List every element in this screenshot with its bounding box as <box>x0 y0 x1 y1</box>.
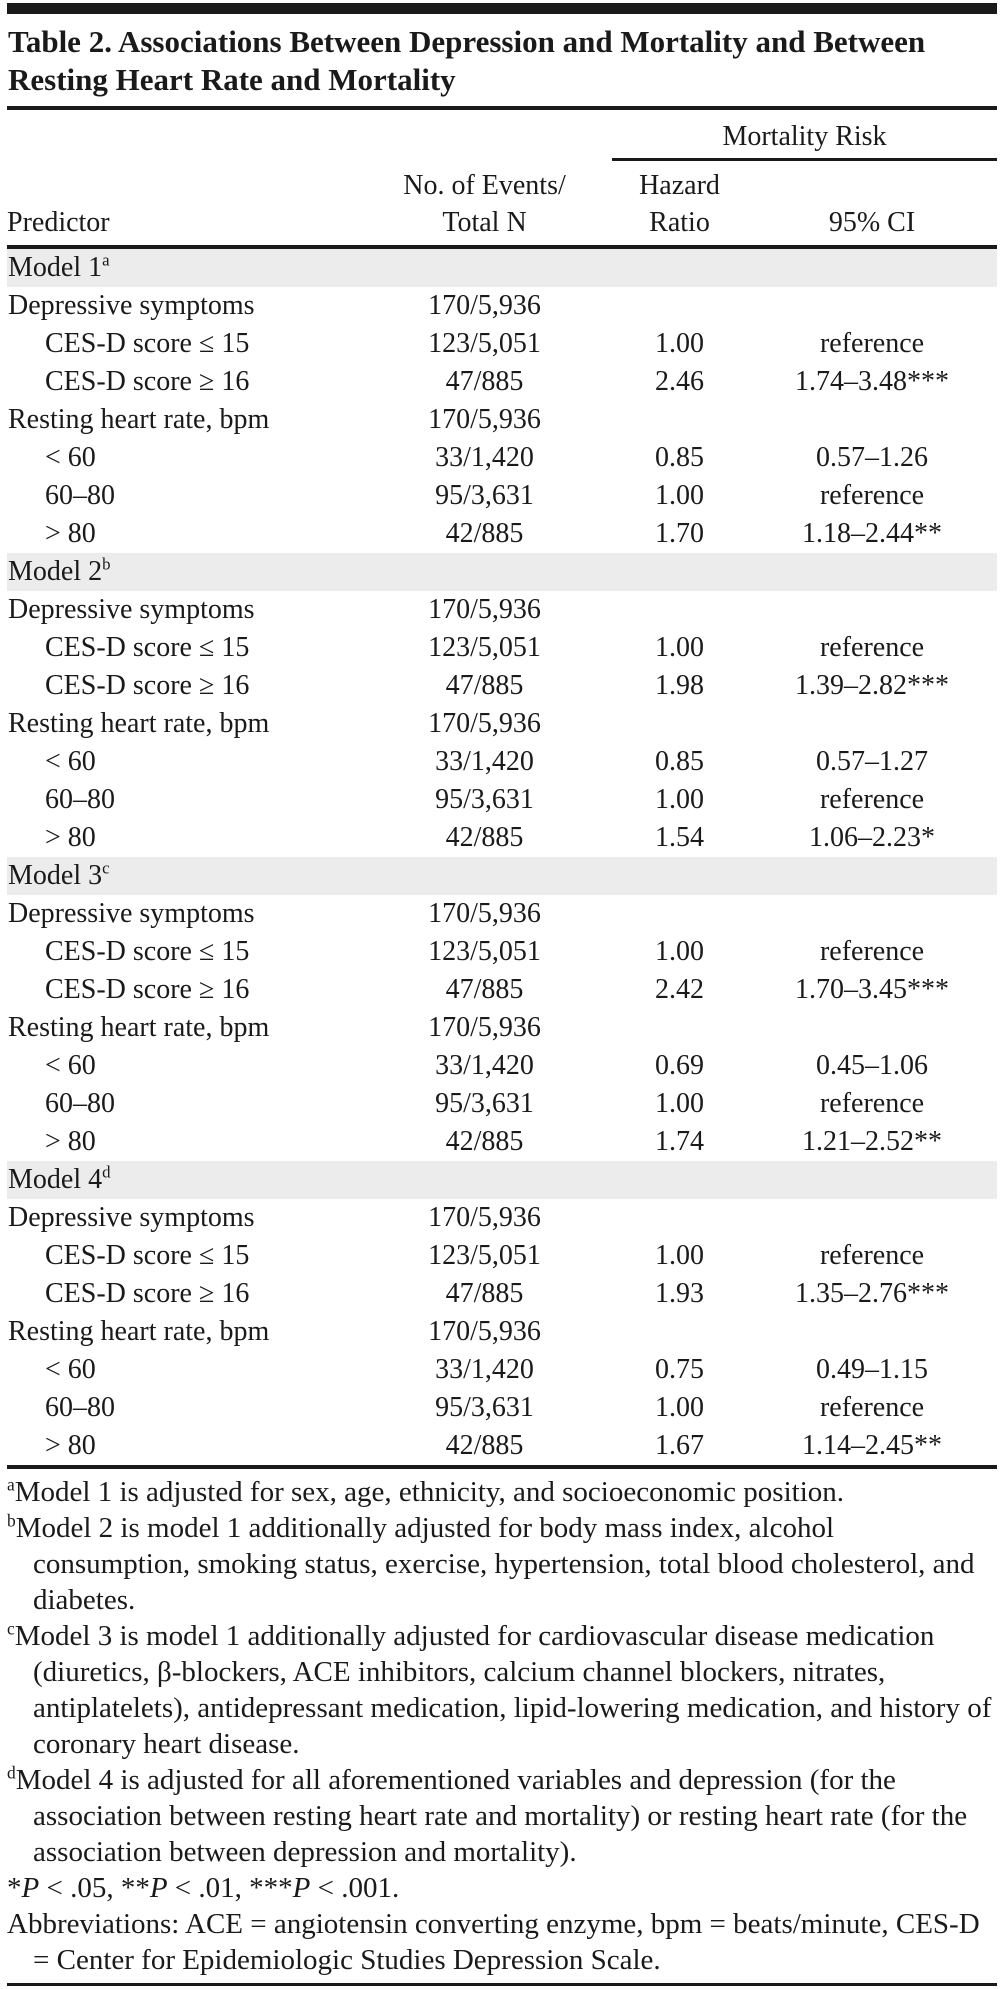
predictor-cell: Depressive symptoms <box>8 1202 255 1233</box>
ci-cell: 1.14–2.45** <box>802 1430 942 1461</box>
ci-cell: reference <box>819 480 925 511</box>
table-row <box>7 1351 997 1389</box>
table-row <box>7 781 997 819</box>
table-row <box>7 1427 997 1465</box>
events-cell: 33/1,420 <box>435 746 534 777</box>
ci-cell: reference <box>819 1240 925 1271</box>
ci-cell: reference <box>819 1392 925 1423</box>
hazard-ratio-cell: 1.00 <box>655 328 704 359</box>
footnote-marker: b <box>102 554 111 574</box>
model-label: Model 2$^b$ <box>7 553 997 591</box>
predictor-cell: Resting heart rate, bpm <box>8 1316 270 1347</box>
hazard-ratio-cell: 1.93 <box>655 1278 704 1309</box>
table-row <box>7 895 997 933</box>
events-cell: 33/1,420 <box>435 442 534 473</box>
table-row <box>7 325 997 363</box>
ci-cell <box>747 895 997 933</box>
ci-cell <box>747 705 997 743</box>
events-cell: 170/5,936 <box>428 290 541 321</box>
hazard-ratio-cell <box>612 591 747 629</box>
col-header-events-line1: No. of Events/ <box>403 170 566 201</box>
model-label: Model 4$^d$ <box>7 1161 997 1199</box>
ci-cell: 1.21–2.52** <box>802 1126 942 1157</box>
footnotes <box>7 1465 997 1978</box>
predictor-cell: 60–80 <box>45 480 115 511</box>
events-cell: 123/5,051 <box>428 1240 541 1271</box>
table-row <box>7 1389 997 1427</box>
events-cell: 33/1,420 <box>435 1354 534 1385</box>
col-header-hr-line1: Hazard <box>639 170 720 201</box>
predictor-cell: < 60 <box>45 1050 96 1081</box>
ci-cell: 0.45–1.06 <box>816 1050 928 1081</box>
ci-cell: 1.70–3.45*** <box>795 974 949 1005</box>
model-section-row <box>7 553 997 591</box>
ci-cell: 0.57–1.27 <box>816 746 928 777</box>
table-row <box>7 1047 997 1085</box>
table-row <box>7 363 997 401</box>
ci-cell: reference <box>819 1088 925 1119</box>
table-row <box>7 933 997 971</box>
events-cell: 123/5,051 <box>428 632 541 663</box>
ci-cell: reference <box>819 784 925 815</box>
predictor-cell: Resting heart rate, bpm <box>8 1012 270 1043</box>
predictor-cell: 60–80 <box>45 1392 115 1423</box>
events-cell: 123/5,051 <box>428 936 541 967</box>
events-cell: 47/885 <box>445 366 524 397</box>
table-row <box>7 477 997 515</box>
table-row <box>7 705 997 743</box>
predictor-cell: CES-D score ≥ 16 <box>45 670 250 701</box>
predictor-cell: Resting heart rate, bpm <box>8 404 270 435</box>
model-section-row <box>7 857 997 895</box>
footnote-marker: a <box>7 1474 15 1495</box>
predictor-cell: > 80 <box>45 518 96 549</box>
hazard-ratio-cell: 2.42 <box>655 974 704 1005</box>
ci-cell: 0.57–1.26 <box>816 442 928 473</box>
predictor-cell: Depressive symptoms <box>8 594 255 625</box>
spanner-row <box>7 110 997 160</box>
ci-cell: 1.06–2.23* <box>809 822 935 853</box>
table-row <box>7 439 997 477</box>
hazard-ratio-cell: 1.00 <box>655 1088 704 1119</box>
events-cell: 42/885 <box>445 1430 524 1461</box>
hazard-ratio-cell <box>612 1009 747 1047</box>
hazard-ratio-cell: 1.70 <box>655 518 704 549</box>
events-cell: 42/885 <box>445 1126 524 1157</box>
hazard-ratio-cell: 1.00 <box>655 784 704 815</box>
hazard-ratio-cell: 0.85 <box>655 442 704 473</box>
hazard-ratio-cell: 1.00 <box>655 1392 704 1423</box>
hazard-ratio-cell <box>612 1313 747 1351</box>
predictor-cell: Resting heart rate, bpm <box>8 708 270 739</box>
hazard-ratio-cell <box>612 895 747 933</box>
predictor-cell: 60–80 <box>45 1088 115 1119</box>
predictor-cell: < 60 <box>45 746 96 777</box>
significance-note: *P < .05, **P < .01, ***P < .001. <box>7 1872 400 1904</box>
table-row <box>7 401 997 439</box>
top-rule <box>7 3 997 14</box>
col-header-events-line2: Total N <box>442 207 527 238</box>
table-row <box>7 515 997 553</box>
events-cell: 95/3,631 <box>435 1088 534 1119</box>
hazard-ratio-cell: 0.69 <box>655 1050 704 1081</box>
table-body <box>7 247 997 1465</box>
hazard-ratio-cell: 2.46 <box>655 366 704 397</box>
column-header-row <box>7 160 997 248</box>
table-row <box>7 1085 997 1123</box>
hazard-ratio-cell: 1.00 <box>655 480 704 511</box>
footnote-marker: a <box>102 250 110 270</box>
events-cell: 95/3,631 <box>435 1392 534 1423</box>
hazard-ratio-cell: 1.54 <box>655 822 704 853</box>
ci-cell: 1.35–2.76*** <box>795 1278 949 1309</box>
events-cell: 170/5,936 <box>428 594 541 625</box>
ci-cell: reference <box>819 632 925 663</box>
ci-cell <box>747 1199 997 1237</box>
model-section-row <box>7 247 997 287</box>
table-row <box>7 629 997 667</box>
hazard-ratio-cell <box>612 1199 747 1237</box>
table-row <box>7 1009 997 1047</box>
hazard-ratio-cell: 1.98 <box>655 670 704 701</box>
events-cell: 170/5,936 <box>428 404 541 435</box>
ci-cell <box>747 401 997 439</box>
table-title: Table 2. Associations Between Depression and Mortality and Between Resting Heart Rate and Mortality <box>8 24 926 97</box>
hazard-ratio-cell <box>612 287 747 325</box>
hazard-ratio-cell: 1.00 <box>655 632 704 663</box>
col-header-ci: 95% CI <box>747 160 997 248</box>
events-cell: 170/5,936 <box>428 898 541 929</box>
spanner-empty-cell <box>7 110 612 160</box>
predictor-cell: CES-D score ≥ 16 <box>45 1278 250 1309</box>
ci-cell: reference <box>819 936 925 967</box>
predictor-cell: CES-D score ≥ 16 <box>45 974 250 1005</box>
events-cell: 170/5,936 <box>428 1316 541 1347</box>
events-cell: 170/5,936 <box>428 1012 541 1043</box>
table-row <box>7 1199 997 1237</box>
hazard-ratio-cell: 1.74 <box>655 1126 704 1157</box>
table-header <box>7 110 997 247</box>
hazard-ratio-cell: 1.00 <box>655 1240 704 1271</box>
events-cell: 42/885 <box>445 518 524 549</box>
predictor-cell: CES-D score ≤ 15 <box>45 328 250 359</box>
table-row <box>7 667 997 705</box>
paper-page <box>0 3 1004 1986</box>
ci-cell <box>747 591 997 629</box>
table-row <box>7 1237 997 1275</box>
results-table <box>7 110 997 1465</box>
hazard-ratio-cell: 0.75 <box>655 1354 704 1385</box>
footnote-marker: c <box>7 1618 15 1639</box>
predictor-cell: CES-D score ≤ 15 <box>45 936 250 967</box>
hazard-ratio-cell <box>612 401 747 439</box>
abbreviations-note: Abbreviations: ACE = angiotensin converting enzyme, bpm = beats/minute, CES-D = Center for Epidemiologic Studies Depression Scale. <box>7 1908 980 1976</box>
col-header-hazard-ratio <box>612 160 747 248</box>
model-section-row <box>7 1161 997 1199</box>
footnote: $^c$Model 3 is model 1 additionally adjusted for cardiovascular disease medication (diuretics, β-blockers, ACE inhibitors, calcium channel blockers, nitrates, antiplatelets), antidepressant medication, lipid-lowering medication, and history of coronary heart disease. <box>7 1618 992 1760</box>
col-header-hr-line2: Ratio <box>649 207 710 238</box>
table-row <box>7 1275 997 1313</box>
ci-cell: 1.39–2.82*** <box>795 670 949 701</box>
predictor-cell: CES-D score ≤ 15 <box>45 1240 250 1271</box>
events-cell: 47/885 <box>445 974 524 1005</box>
ci-cell <box>747 287 997 325</box>
hazard-ratio-cell <box>612 705 747 743</box>
footnote-marker: c <box>102 858 110 878</box>
hazard-ratio-cell: 0.85 <box>655 746 704 777</box>
events-cell: 47/885 <box>445 670 524 701</box>
predictor-cell: < 60 <box>45 442 96 473</box>
predictor-cell: CES-D score ≥ 16 <box>45 366 250 397</box>
model-label: Model 1$^a$ <box>7 247 997 287</box>
ci-cell: reference <box>819 328 925 359</box>
footnote: $^d$Model 4 is adjusted for all aforementioned variables and depression (for the association between resting heart rate and mortality) or resting heart rate (for the association between depression and mortality). <box>7 1762 968 1868</box>
hazard-ratio-cell: 1.67 <box>655 1430 704 1461</box>
ci-cell <box>747 1009 997 1047</box>
col-header-events <box>357 160 612 248</box>
events-cell: 95/3,631 <box>435 784 534 815</box>
events-cell: 95/3,631 <box>435 480 534 511</box>
events-cell: 42/885 <box>445 822 524 853</box>
hazard-ratio-cell: 1.00 <box>655 936 704 967</box>
predictor-cell: 60–80 <box>45 784 115 815</box>
table-row <box>7 819 997 857</box>
table-row <box>7 591 997 629</box>
footnote: $^a$Model 1 is adjusted for sex, age, ethnicity, and socioeconomic position. <box>7 1474 845 1508</box>
events-cell: 170/5,936 <box>428 708 541 739</box>
table-row <box>7 743 997 781</box>
predictor-cell: Depressive symptoms <box>8 898 255 929</box>
footnote: $^b$Model 2 is model 1 additionally adjusted for body mass index, alcohol consumption, smoking status, exercise, hypertension, total blood cholesterol, and diabetes. <box>7 1510 975 1616</box>
events-cell: 170/5,936 <box>428 1202 541 1233</box>
events-cell: 33/1,420 <box>435 1050 534 1081</box>
table-row <box>7 1123 997 1161</box>
ci-cell <box>747 1313 997 1351</box>
footnote-marker: d <box>102 1162 111 1182</box>
predictor-cell: CES-D score ≤ 15 <box>45 632 250 663</box>
predictor-cell: > 80 <box>45 822 96 853</box>
predictor-cell: > 80 <box>45 1126 96 1157</box>
table-row <box>7 287 997 325</box>
table-row <box>7 971 997 1009</box>
col-header-predictor: Predictor <box>7 160 357 248</box>
predictor-cell: > 80 <box>45 1430 96 1461</box>
table-row <box>7 1313 997 1351</box>
footnote-marker: b <box>7 1510 16 1531</box>
predictor-cell: < 60 <box>45 1354 96 1385</box>
footnote-marker: d <box>7 1762 16 1783</box>
predictor-cell: Depressive symptoms <box>8 290 255 321</box>
ci-cell: 1.18–2.44** <box>802 518 942 549</box>
ci-cell: 0.49–1.15 <box>816 1354 928 1385</box>
model-label: Model 3$^c$ <box>7 857 997 895</box>
events-cell: 123/5,051 <box>428 328 541 359</box>
spanner-mortality-risk: Mortality Risk <box>612 110 997 160</box>
ci-cell: 1.74–3.48*** <box>795 366 949 397</box>
events-cell: 47/885 <box>445 1278 524 1309</box>
